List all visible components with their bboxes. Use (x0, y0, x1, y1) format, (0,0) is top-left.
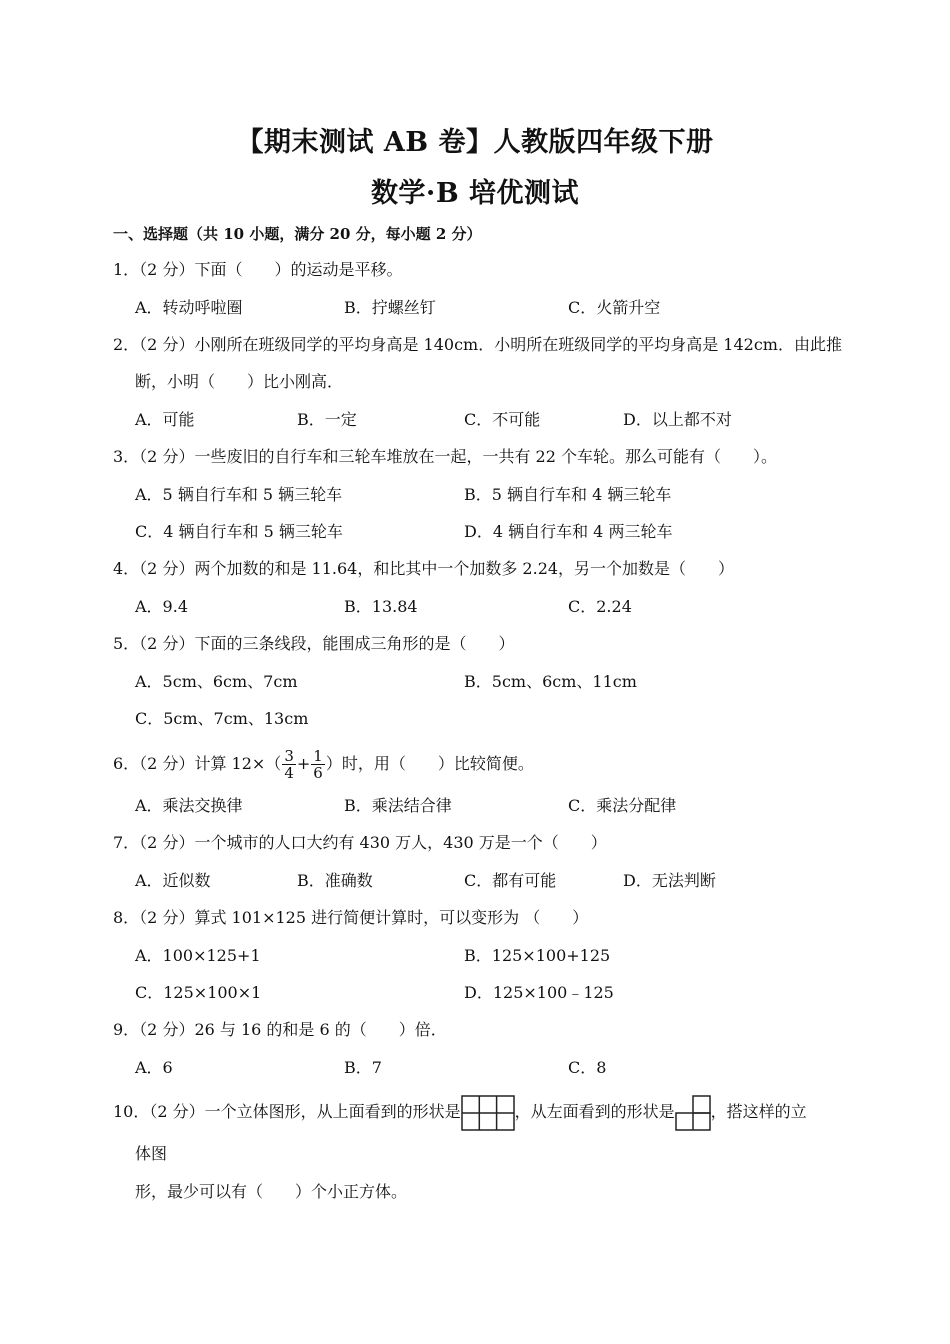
question-2-option-d: D．以上都不对 (623, 410, 732, 429)
question-10-stem (113, 1092, 807, 1132)
plus-sign: + (296, 754, 311, 773)
question-6-stem-post: ）时，用（ ）比较简便。 (325, 754, 534, 773)
question-3-option-c: C．4 辆自行车和 5 辆三轮车 (135, 522, 343, 541)
question-4-option-b: B．13.84 (344, 597, 418, 616)
fraction-three-quarters (282, 748, 296, 781)
question-2-stem: 2．（2 分）小刚所在班级同学的平均身高是 140cm．小明所在班级同学的平均身高是 142cm．由此推 (113, 335, 842, 354)
question-4-stem: 4．（2 分）两个加数的和是 11.64，和比其中一个加数多 2.24，另一个加数是（ ） (113, 559, 735, 578)
question-2-stem-cont: 断，小明（ ）比小刚高． (135, 372, 344, 391)
question-4-option-a: A．9.4 (135, 597, 189, 616)
fraction-one-sixth (311, 748, 325, 781)
question-4-option-c: C．2.24 (568, 597, 632, 616)
question-3-option-d: D．4 辆自行车和 4 两三轮车 (464, 522, 673, 541)
question-6-option-b: B．乘法结合律 (344, 796, 452, 815)
question-8-option-a: A．100×125+1 (135, 946, 261, 965)
fraction-numerator: 1 (313, 747, 323, 765)
question-7-option-d: D．无法判断 (623, 871, 716, 890)
question-9-stem: 9．（2 分）26 与 16 的和是 6 的（ ）倍． (113, 1020, 447, 1039)
top-view-grid-icon (461, 1095, 515, 1131)
question-6-stem (113, 744, 534, 784)
left-view-grid-icon (675, 1095, 711, 1131)
question-9-option-a: A．6 (135, 1058, 173, 1077)
question-8-option-d: D．125×100﹣125 (464, 983, 614, 1002)
question-2-option-a: A．可能 (135, 410, 195, 429)
question-10-stem-mid: ，从左面看到的形状是 (514, 1102, 675, 1121)
question-3-option-b: B．5 辆自行车和 4 辆三轮车 (464, 485, 672, 504)
section-heading: 一、选择题（共 10 小题，满分 20 分，每小题 2 分） (113, 225, 482, 243)
question-10-stem-cont: 体图 (135, 1144, 168, 1163)
question-10-stem-cont-2: 形，最少可以有（ ）个小正方体。 (135, 1182, 408, 1201)
question-8-option-b: B．125×100+125 (464, 946, 611, 965)
question-6-option-a: A．乘法交换律 (135, 796, 243, 815)
question-9-option-c: C．8 (568, 1058, 607, 1077)
question-2-option-b: B．一定 (297, 410, 357, 429)
question-3-stem: 3．（2 分）一些废旧的自行车和三轮车堆放在一起，一共有 22 个车轮。那么可能有（ ）。 (113, 447, 777, 466)
fraction-numerator: 3 (284, 747, 294, 765)
question-7-option-b: B．准确数 (297, 871, 373, 890)
question-3-option-a: A．5 辆自行车和 5 辆三轮车 (135, 485, 343, 504)
question-5-option-b: B．5cm、6cm、11cm (464, 672, 637, 691)
question-5-option-a: A．5cm、6cm、7cm (135, 672, 298, 691)
question-8-option-c: C．125×100×1 (135, 983, 262, 1002)
question-1-option-a: A．转动呼啦圈 (135, 298, 243, 317)
question-9-option-b: B．7 (344, 1058, 382, 1077)
question-5-stem: 5．（2 分）下面的三条线段，能围成三角形的是（ ） (113, 634, 515, 653)
question-7-option-a: A．近似数 (135, 871, 211, 890)
question-1-option-b: B．拧螺丝钉 (344, 298, 436, 317)
question-7-stem: 7．（2 分）一个城市的人口大约有 430 万人，430 万是一个（ ） (113, 833, 607, 852)
question-10-stem-pre: 10．（2 分）一个立体图形，从上面看到的形状是 (113, 1102, 461, 1121)
page-subtitle: 数学·B 培优测试 (370, 178, 580, 209)
question-2-option-c: C．不可能 (464, 410, 541, 429)
question-1-option-c: C．火箭升空 (568, 298, 661, 317)
question-7-option-c: C．都有可能 (464, 871, 557, 890)
question-1-stem: 1．（2 分）下面（ ）的运动是平移。 (113, 260, 403, 279)
question-6-stem-pre: 6．（2 分）计算 12×（ (113, 754, 282, 773)
page-title: 【期末测试 AB 卷】人教版四年级下册 (236, 127, 714, 158)
question-6-option-c: C．乘法分配律 (568, 796, 677, 815)
question-5-option-c: C．5cm、7cm、13cm (135, 709, 309, 728)
question-10-stem-post: ，搭这样的立 (710, 1102, 807, 1121)
question-8-stem: 8．（2 分）算式 101×125 进行简便计算时，可以变形为 （ ） (113, 908, 589, 927)
fraction-denominator: 6 (313, 764, 323, 782)
fraction-denominator: 4 (284, 764, 294, 782)
